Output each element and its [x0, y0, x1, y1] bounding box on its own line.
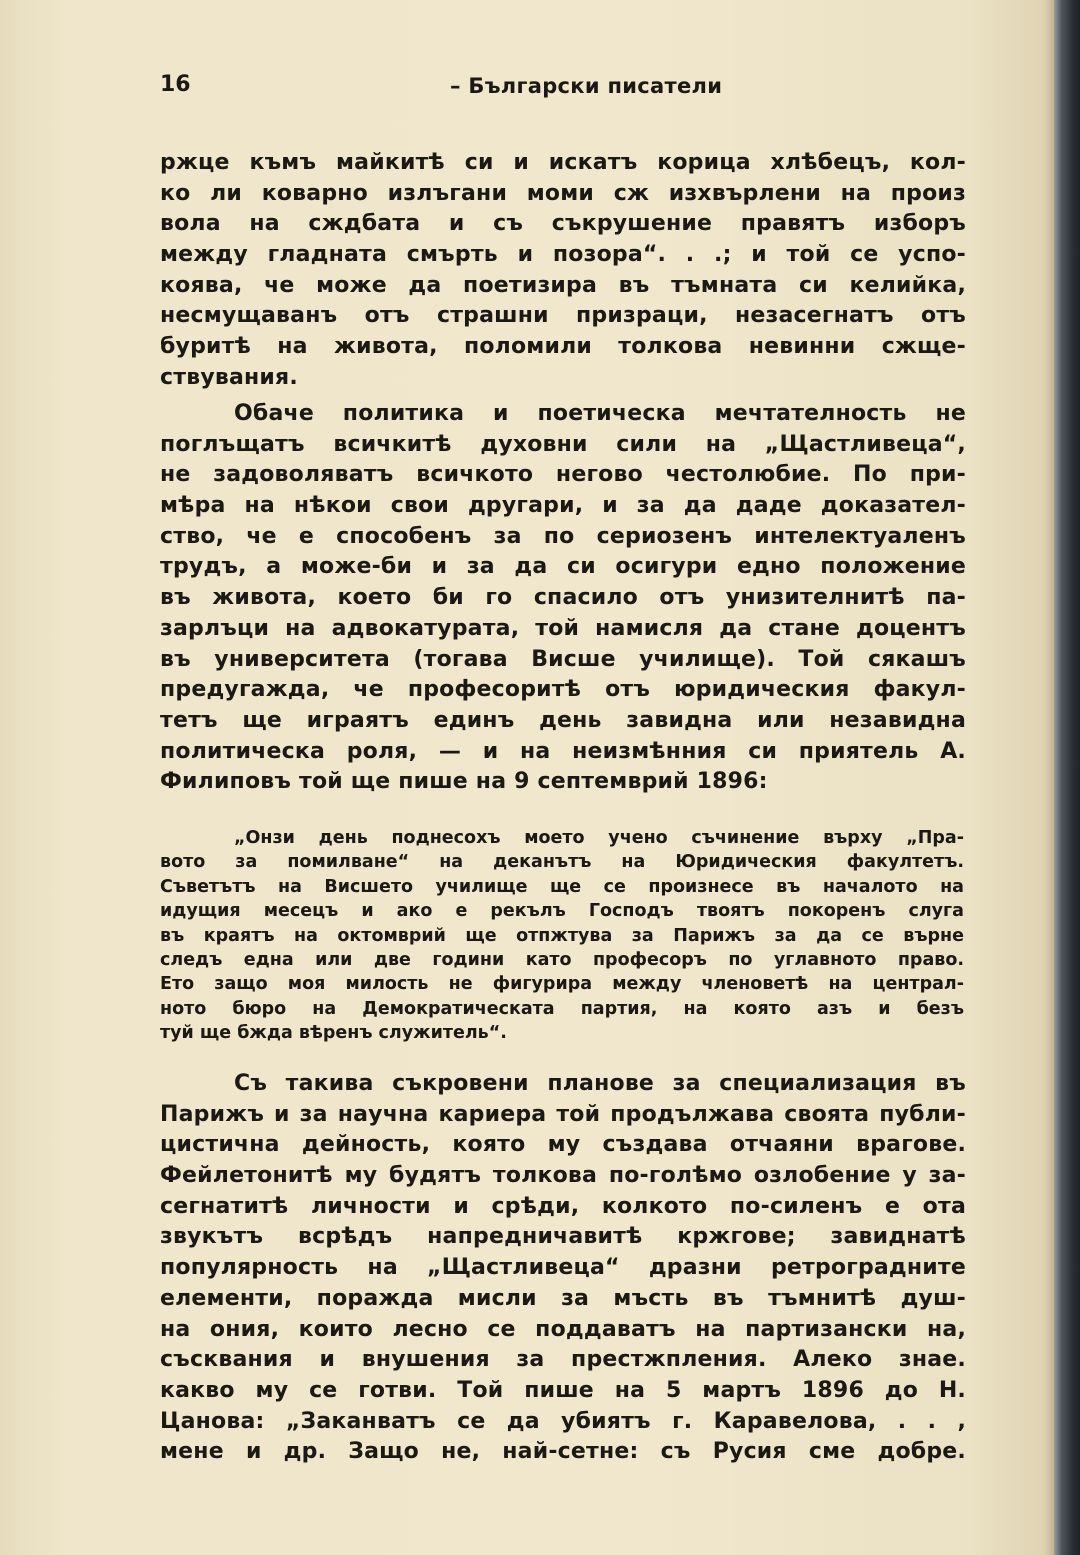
text-line: съсквания и внушения за престжпления. Алеко знае.	[160, 1347, 966, 1373]
text-line: елементи, поражда мисли за мъсть въ тъмнитѣ душ-	[160, 1285, 966, 1311]
text-line: поглъщатъ всичкитѣ духовни сили на „Щастливеца“,	[160, 431, 966, 457]
paragraph-3	[160, 1069, 966, 1468]
book-spine	[1054, 0, 1080, 1555]
text-line: Филиповъ той ще пише на 9 септемврий 1896:	[160, 769, 768, 795]
text-line: мене и др. Защо не, най-сетне: съ Русия сме добре.	[160, 1439, 966, 1465]
paragraph-2	[160, 399, 966, 798]
text-line: Фейлетонитѣ му будятъ толкова по-голѣмо озлобение у за-	[160, 1163, 966, 1189]
text-line: политическа роля, — и на неизмѣнния си приятель А.	[160, 738, 966, 764]
text-line: какво му се готви. Той пише на 5 мартъ 1896 до Н.	[160, 1377, 966, 1403]
text-line: мѣра на нѣкои свои другари, и за да даде доказател-	[160, 493, 966, 519]
paragraph-1	[160, 148, 966, 394]
text-line: трудъ, а може-би и за да си осигури едно положение	[160, 554, 966, 580]
text-line: тетъ ще играятъ единъ день завидна или незавидна	[160, 707, 966, 733]
text-line: буритѣ на живота, поломили толкова невинни сжще-	[160, 334, 966, 360]
running-head: – Български писатели	[450, 74, 723, 98]
quote-line: въ краятъ на октомврий ще отпжтува за Парижъ за да се върне	[160, 925, 964, 946]
letter-quote	[160, 826, 964, 1046]
text-line: сегнатитѣ личности и срѣди, колкото по-силенъ е ота	[160, 1193, 966, 1219]
text-line: несмущаванъ отъ страшни призраци, незасегнатъ отъ	[160, 303, 966, 329]
page-gutter-shadow	[1044, 0, 1054, 1555]
quote-line: Съветътъ на Висшето училище ще се произнесе въ началото на	[160, 876, 964, 897]
text-line: между гладната смърть и позора“. . .; и той се успо-	[160, 242, 966, 268]
quote-line: вото за помилване“ на деканътъ на Юридическия факултетъ.	[160, 852, 964, 873]
text-line: предугажда, че професоритѣ отъ юридическия факул-	[160, 677, 966, 703]
quote-line: туй ще бжда вѣренъ служитель“.	[160, 1023, 507, 1044]
quote-line: следъ една или две години като професоръ по углавното право.	[160, 949, 964, 970]
text-line: Съ такива съкровени планове за специализация въ	[234, 1071, 966, 1096]
text-line: популярность на „Щастливеца“ дразни ретроградните	[160, 1255, 966, 1281]
text-line: ржце къмъ майкитѣ си и искатъ корица хлѣбецъ, кол-	[160, 150, 966, 175]
quote-line: ното бюро на Демократическата партия, на която азъ и безъ	[160, 998, 964, 1019]
text-line: вола на сждбата и съ съкрушение правятъ изборъ	[160, 211, 966, 237]
text-line: въ университета (тогава Висше училище). Той сякашъ	[160, 646, 966, 672]
page-number: 16	[160, 72, 191, 97]
text-line: Обаче политика и поетическа мечтателность не	[234, 401, 966, 426]
text-line: Парижъ и за научна кариера той продължава своята публи-	[160, 1101, 966, 1127]
text-line: Цанова: „Заканватъ се да убиятъ г. Каравелова, . . ,	[160, 1408, 966, 1434]
text-line: ствувания.	[160, 364, 298, 390]
text-line: ко ли коварно излъгани моми сж изхвърлени на произ	[160, 180, 966, 206]
text-line: ство, че е способенъ за по сериозенъ интелектуаленъ	[160, 523, 966, 549]
text-line: цистична дейность, която му създава отчаяни врагове.	[160, 1132, 966, 1158]
text-line: не задоволяватъ всичкото негово честолюбие. По при-	[160, 462, 966, 488]
text-line: въ живота, което би го спасило отъ унизителнитѣ па-	[160, 585, 966, 611]
quote-line: идущия месецъ и ако е рекълъ Господъ твоятъ покоренъ слуга	[160, 901, 964, 922]
page-header	[160, 72, 960, 106]
text-line: звукътъ всрѣдъ напредничавитѣ кржгове; завиднатѣ	[160, 1224, 966, 1250]
quote-line: „Онзи день поднесохъ моето учено съчинение върху „Пра-	[234, 828, 964, 848]
text-line: на ония, които лесно се поддаватъ на партизански на,	[160, 1316, 966, 1342]
text-line: зарлъци на адвокатурата, той намисля да стане доцентъ	[160, 615, 966, 641]
text-line: коява, че може да поетизира въ тъмната си келийка,	[160, 272, 966, 298]
quote-line: Ето защо моя милость не фигурира между членоветѣ на централ-	[160, 974, 964, 995]
